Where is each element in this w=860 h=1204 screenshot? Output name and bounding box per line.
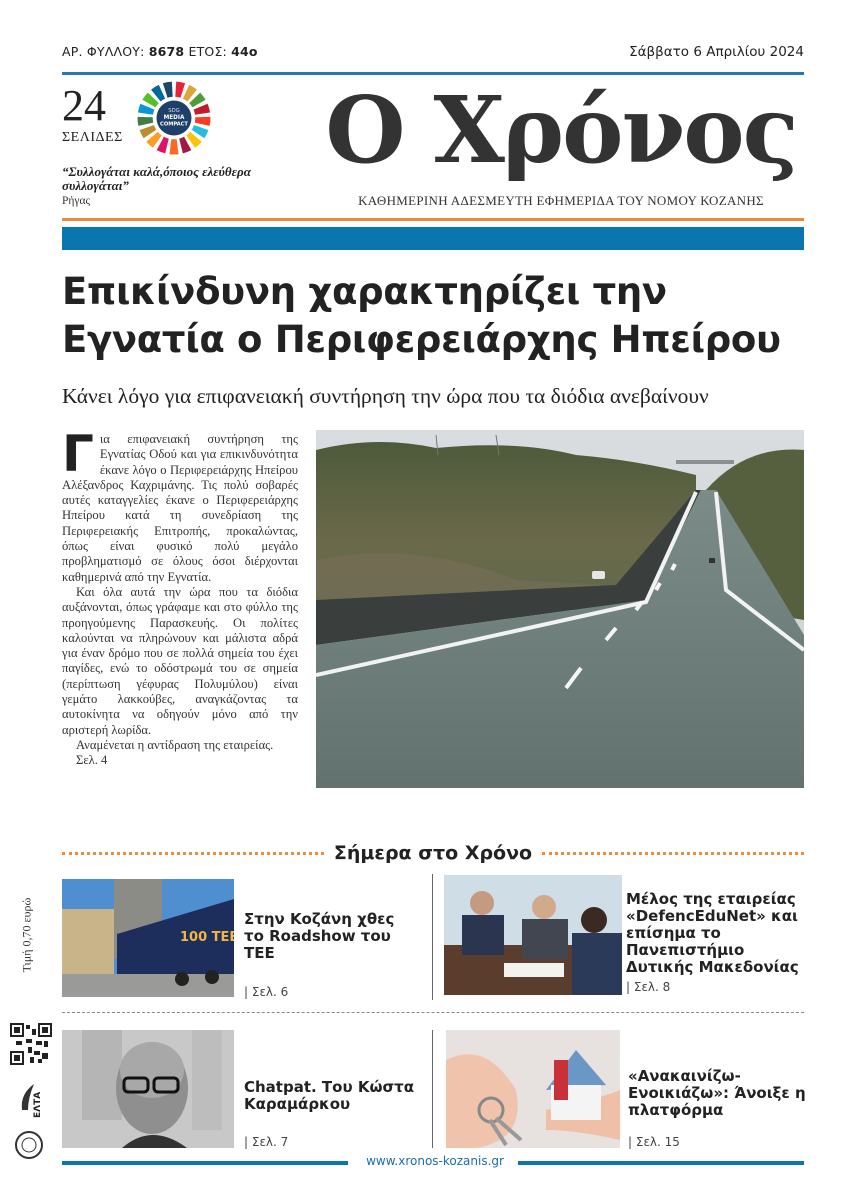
lead-article-body (62, 425, 298, 769)
row-divider (62, 1012, 804, 1013)
teaser-1-page[interactable]: | Σελ. 6 (244, 985, 289, 999)
teaser-2-card[interactable] (444, 875, 622, 995)
paragraph-3: Αναμένεται η αντίδραση της εταιρείας. (76, 737, 274, 752)
pages-label: ΣΕΛΙΔΕΣ (62, 130, 123, 145)
sdg-text-2: MEDIA (163, 114, 185, 121)
footer-rule-left (62, 1161, 348, 1165)
year-value: 44ο (231, 44, 258, 59)
sdg-wheel-segment (194, 104, 210, 115)
pages-count: 24 (62, 81, 106, 130)
sdg-wheel-segment (175, 82, 185, 98)
teaser-4-title[interactable]: «Ανακαινίζω-Ενοικιάζω»: Άνοιξε η πλατφόρμα (628, 1067, 806, 1119)
lead-subhead: Κάνει λόγο για επιφανειακή συντήρηση την ώρα που τα διόδια ανεβαίνουν (62, 384, 709, 408)
dotted-rule-right (542, 852, 804, 855)
paragraph-2: Και όλα αυτά την ώρα που τα διόδια αυξάνονται, όπως γράφαμε και στο φύλλο της προηγούμενης Παρασκευής. Οι πολίτες καλούνται να πληρώνουν και μάλιστα αδρά για έναν δρόμο που σε πολλά σημεία του έχει παγίδες, ενώ το οδόστρωμά του σε σημεία (περίπτωση γέφυρας Πολυμύλου) είναι γεμάτο λακκούβες, αναγκάζοντας τα αυτοκίνητα να οδηγούν μόνο από την αριστερή λωρίδα. (62, 584, 298, 737)
sdg-media-compact-logo (136, 80, 212, 156)
headline-line-2: Εγνατία ο Περιφερειάρχης Ηπείρου (62, 318, 781, 361)
teaser-3-portrait-photo (62, 1030, 234, 1148)
newspaper-title: Ο Χρόνος (325, 76, 797, 184)
teaser-4-house-keys-photo (446, 1030, 620, 1148)
section-header (62, 838, 804, 868)
teaser-2-meeting-photo (444, 875, 622, 995)
blue-banner-bar (62, 227, 804, 250)
teaser-2-title[interactable]: Μέλος της εταιρείας «DefencEduNet» και επίσημα το Πανεπιστήμιο Δυτικής Μακεδονίας (626, 890, 799, 976)
sdg-wheel-segment (163, 82, 173, 98)
sdg-text-3: COMPACT (160, 121, 188, 128)
paragraph-1: ια επιφανειακή συντήρηση της Εγνατίας Οδού και για επικινδυνότητα έκανε λόγο ο Περιφερειάρχης Ηπείρου Αλέξανδρος Καχριμάνης. Τις πολύ σοβαρές αυτές καταγγελίες έκανε ο Περιφερειάρχης Ηπείρου κατά τη συνεδρίαση της Περιφερειακής Επιτροπής, προκαλώντας, όπως είναι φυσικό πολύ μεγάλο προβληματισμό σε όλους όσοι διέρχονται καθημερινά από την Εγνατία. (62, 432, 298, 584)
issue-label: ΑΡ. ΦΥΛΛΟΥ: (62, 44, 145, 59)
teaser-3-card[interactable] (62, 1030, 234, 1148)
website-link[interactable]: www.xronos-kozanis.gr (366, 1154, 504, 1168)
footer-rule-right (518, 1161, 804, 1165)
teaser-2-page[interactable]: | Σελ. 8 (626, 980, 671, 994)
drop-cap: Γ (62, 425, 94, 483)
sdg-wheel-segment (195, 117, 211, 126)
price-label (14, 880, 40, 990)
teaser-3-title[interactable]: Chatpat. Του Κώστα Καραμάρκου (244, 1078, 415, 1113)
elta-postal-logo (14, 1080, 48, 1124)
column-separator (432, 1030, 433, 1148)
qr-code-icon (10, 1022, 52, 1066)
sdg-wheel-segment (169, 139, 178, 154)
lead-page-ref[interactable]: Σελ. 4 (76, 753, 108, 768)
sdg-wheel-segment (138, 117, 154, 126)
dotted-rule-left (62, 852, 324, 855)
sdg-text-1: SDG (168, 107, 180, 114)
teaser-1-truck-photo (62, 879, 234, 997)
sdg-wheel-segment (138, 104, 154, 115)
masthead-quote: “Συλλογάται καλά,όποιος ελεύθερα συλλογάται” (62, 164, 251, 193)
lead-headline[interactable] (62, 268, 822, 364)
quote-author: Ρήγας (62, 195, 91, 207)
top-rule (62, 72, 804, 75)
headline-line-1: Επικίνδυνη χαρακτηρίζει την (62, 270, 667, 313)
price-text: Τιμή 0,70 ευρώ (19, 897, 34, 973)
teaser-1-title[interactable]: Στην Κοζάνη χθες το Roadshow του ΤΕΕ (244, 910, 395, 962)
teaser-4-page[interactable]: | Σελ. 15 (628, 1135, 680, 1149)
teaser-1-card[interactable] (62, 879, 234, 997)
press-seal-icon (14, 1130, 44, 1160)
column-separator (432, 874, 433, 1000)
issue-info (62, 44, 258, 59)
newspaper-tagline: ΚΑΘΗΜΕΡΙΝΗ ΑΔΕΣΜΕΥΤΗ ΕΦΗΜΕΡΙΔΑ ΤΟΥ ΝΟΜΟΥ ΚΟΖΑΝΗΣ (358, 193, 764, 208)
issue-number: 8678 (148, 44, 185, 59)
teaser-3-page[interactable]: | Σελ. 7 (244, 1135, 289, 1149)
teaser-4-card[interactable] (446, 1030, 620, 1148)
elta-text: ΕΛΤΑ (33, 1091, 43, 1118)
year-label: ΕΤΟΣ: (188, 44, 227, 59)
highway-photo (316, 430, 804, 788)
issue-date: Σάββατο 6 Απριλίου 2024 (629, 44, 804, 60)
section-title: Σήμερα στο Χρόνο (333, 842, 533, 864)
orange-rule (62, 218, 804, 221)
truck-banner-text: 100 ΤΕΕ (180, 930, 234, 945)
